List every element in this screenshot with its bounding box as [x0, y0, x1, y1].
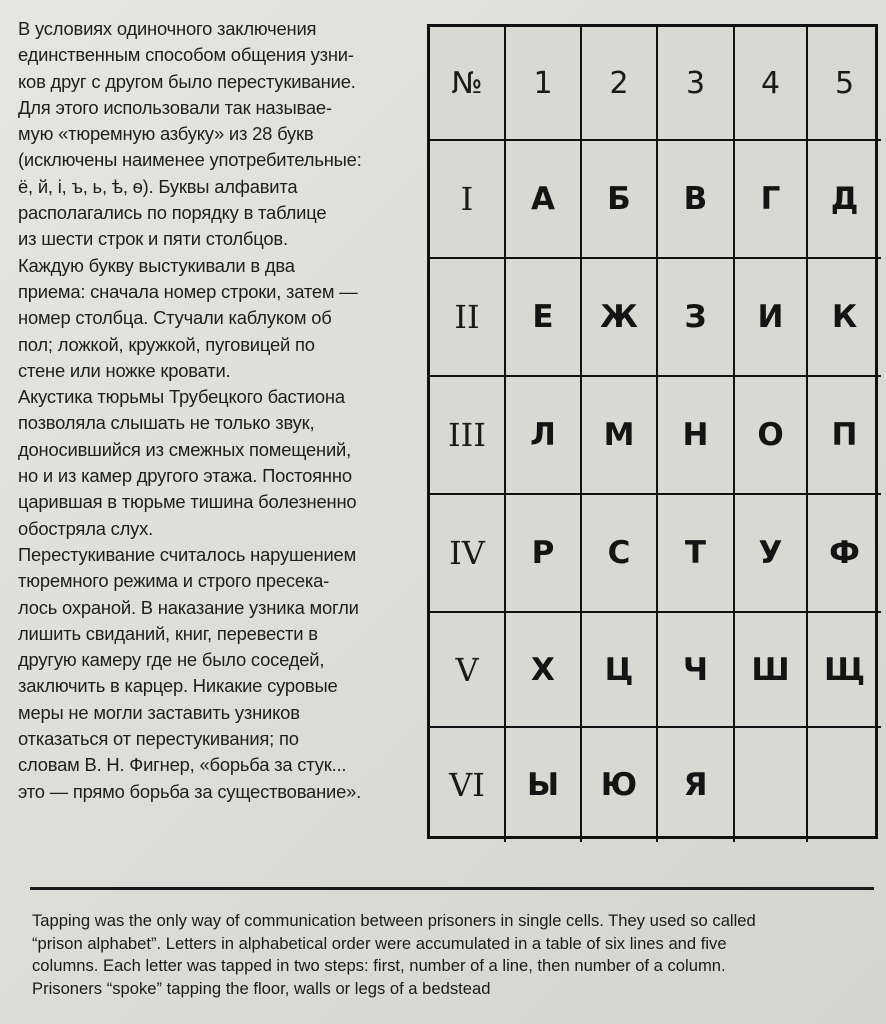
letter-cell: Д	[808, 141, 881, 259]
russian-line: мую «тюремную азбуку» из 28 букв	[18, 123, 314, 145]
letter-cell: Г	[735, 141, 808, 259]
russian-line: ё, й, і, ъ, ь, ѣ, ѳ). Буквы алфавита	[18, 175, 298, 197]
russian-line: другую камеру где не было соседей,	[18, 649, 325, 671]
row-numeral-5: V	[430, 613, 506, 728]
russian-line: заключить в карцер. Никакие суровые	[18, 675, 338, 697]
russian-line: лось охраной. В наказание узника могли	[18, 596, 359, 618]
russian-line: словам В. Н. Фигнер, «борьба за стук...	[18, 754, 347, 776]
russian-line: обостряла слух.	[18, 517, 154, 539]
empty-cell	[808, 728, 881, 842]
letter-cell: А	[506, 141, 582, 259]
letter-cell: М	[582, 377, 658, 495]
letter-cell: Ы	[506, 728, 582, 842]
letter-cell: Я	[658, 728, 735, 842]
english-description	[32, 910, 878, 1000]
letter-cell: Р	[506, 495, 582, 613]
russian-line: но и из камер другого этажа. Постоянно	[18, 465, 352, 487]
column-header-5: 5	[808, 27, 881, 141]
table-corner-number-sign: №	[430, 27, 506, 141]
russian-line: Каждую букву выстукивали в два	[18, 254, 295, 276]
letter-cell: Б	[582, 141, 658, 259]
row-numeral-6: VI	[430, 728, 506, 842]
russian-line: меры не могли заставить узников	[18, 701, 300, 723]
russian-line: лишить свиданий, книг, перевести в	[18, 622, 318, 644]
horizontal-divider	[30, 887, 874, 890]
russian-line: пол; ложкой, кружкой, пуговицей по	[18, 333, 315, 355]
letter-cell: Т	[658, 495, 735, 613]
letter-cell: Ф	[808, 495, 881, 613]
english-line: columns. Each letter was tapped in two steps: first, number of a line, then number of a column.	[32, 956, 726, 975]
russian-line: царившая в тюрьме тишина болезненно	[18, 491, 357, 513]
english-line: Prisoners “spoke” tapping the floor, walls or legs of a bedstead	[32, 978, 491, 998]
letter-cell: Ю	[582, 728, 658, 842]
column-header-3: 3	[658, 27, 735, 141]
russian-line: позволяла слышать не только звук,	[18, 412, 315, 434]
letter-cell: Щ	[808, 613, 881, 728]
russian-line: располагались по порядку в таблице	[18, 202, 327, 224]
column-header-1: 1	[506, 27, 582, 141]
empty-cell	[735, 728, 808, 842]
russian-line: (исключены наименее употребительные:	[18, 149, 362, 171]
column-header-4: 4	[735, 27, 808, 141]
prison-alphabet-table	[427, 24, 878, 839]
russian-line: Для этого использовали так называе-	[18, 96, 332, 118]
column-header-2: 2	[582, 27, 658, 141]
row-numeral-4: IV	[430, 495, 506, 613]
letter-cell: Ш	[735, 613, 808, 728]
letter-cell: У	[735, 495, 808, 613]
letter-cell: С	[582, 495, 658, 613]
russian-line: номер столбца. Стучали каблуком об	[18, 307, 332, 329]
russian-line: Перестукивание считалось нарушением	[18, 543, 357, 565]
letter-cell: В	[658, 141, 735, 259]
letter-cell: З	[658, 259, 735, 377]
russian-line: приема: сначала номер строки, затем —	[18, 280, 358, 302]
letter-cell: Х	[506, 613, 582, 728]
letter-cell: О	[735, 377, 808, 495]
russian-line: отказаться от перестукивания; по	[18, 728, 299, 750]
letter-cell: П	[808, 377, 881, 495]
russian-line: из шести строк и пяти столбцов.	[18, 228, 288, 250]
letter-cell: Е	[506, 259, 582, 377]
letter-cell: И	[735, 259, 808, 377]
letter-cell: К	[808, 259, 881, 377]
row-numeral-3: III	[430, 377, 506, 495]
russian-line: ков друг с другом было перестукивание.	[18, 70, 356, 92]
letter-cell: Ч	[658, 613, 735, 728]
letter-cell: Ж	[582, 259, 658, 377]
row-numeral-2: II	[430, 259, 506, 377]
russian-line: Акустика тюрьмы Трубецкого бастиона	[18, 386, 345, 408]
russian-line: В условиях одиночного заключения	[18, 18, 317, 39]
russian-line: доносившийся из смежных помещений,	[18, 438, 352, 460]
russian-line: стене или ножке кровати.	[18, 359, 231, 381]
letter-cell: Ц	[582, 613, 658, 728]
english-line: “prison alphabet”. Letters in alphabetical order were accumulated in a table of six lines and five	[32, 933, 727, 953]
russian-line: это — прямо борьба за существование».	[18, 780, 362, 802]
russian-line: тюремного режима и строго пресека-	[18, 570, 330, 592]
russian-description	[18, 16, 402, 805]
row-numeral-1: I	[430, 141, 506, 259]
letter-cell: Н	[658, 377, 735, 495]
russian-line: единственным способом общения узни-	[18, 44, 354, 66]
letter-cell: Л	[506, 377, 582, 495]
english-line: Tapping was the only way of communication between prisoners in single cells. They used so called	[32, 911, 756, 930]
